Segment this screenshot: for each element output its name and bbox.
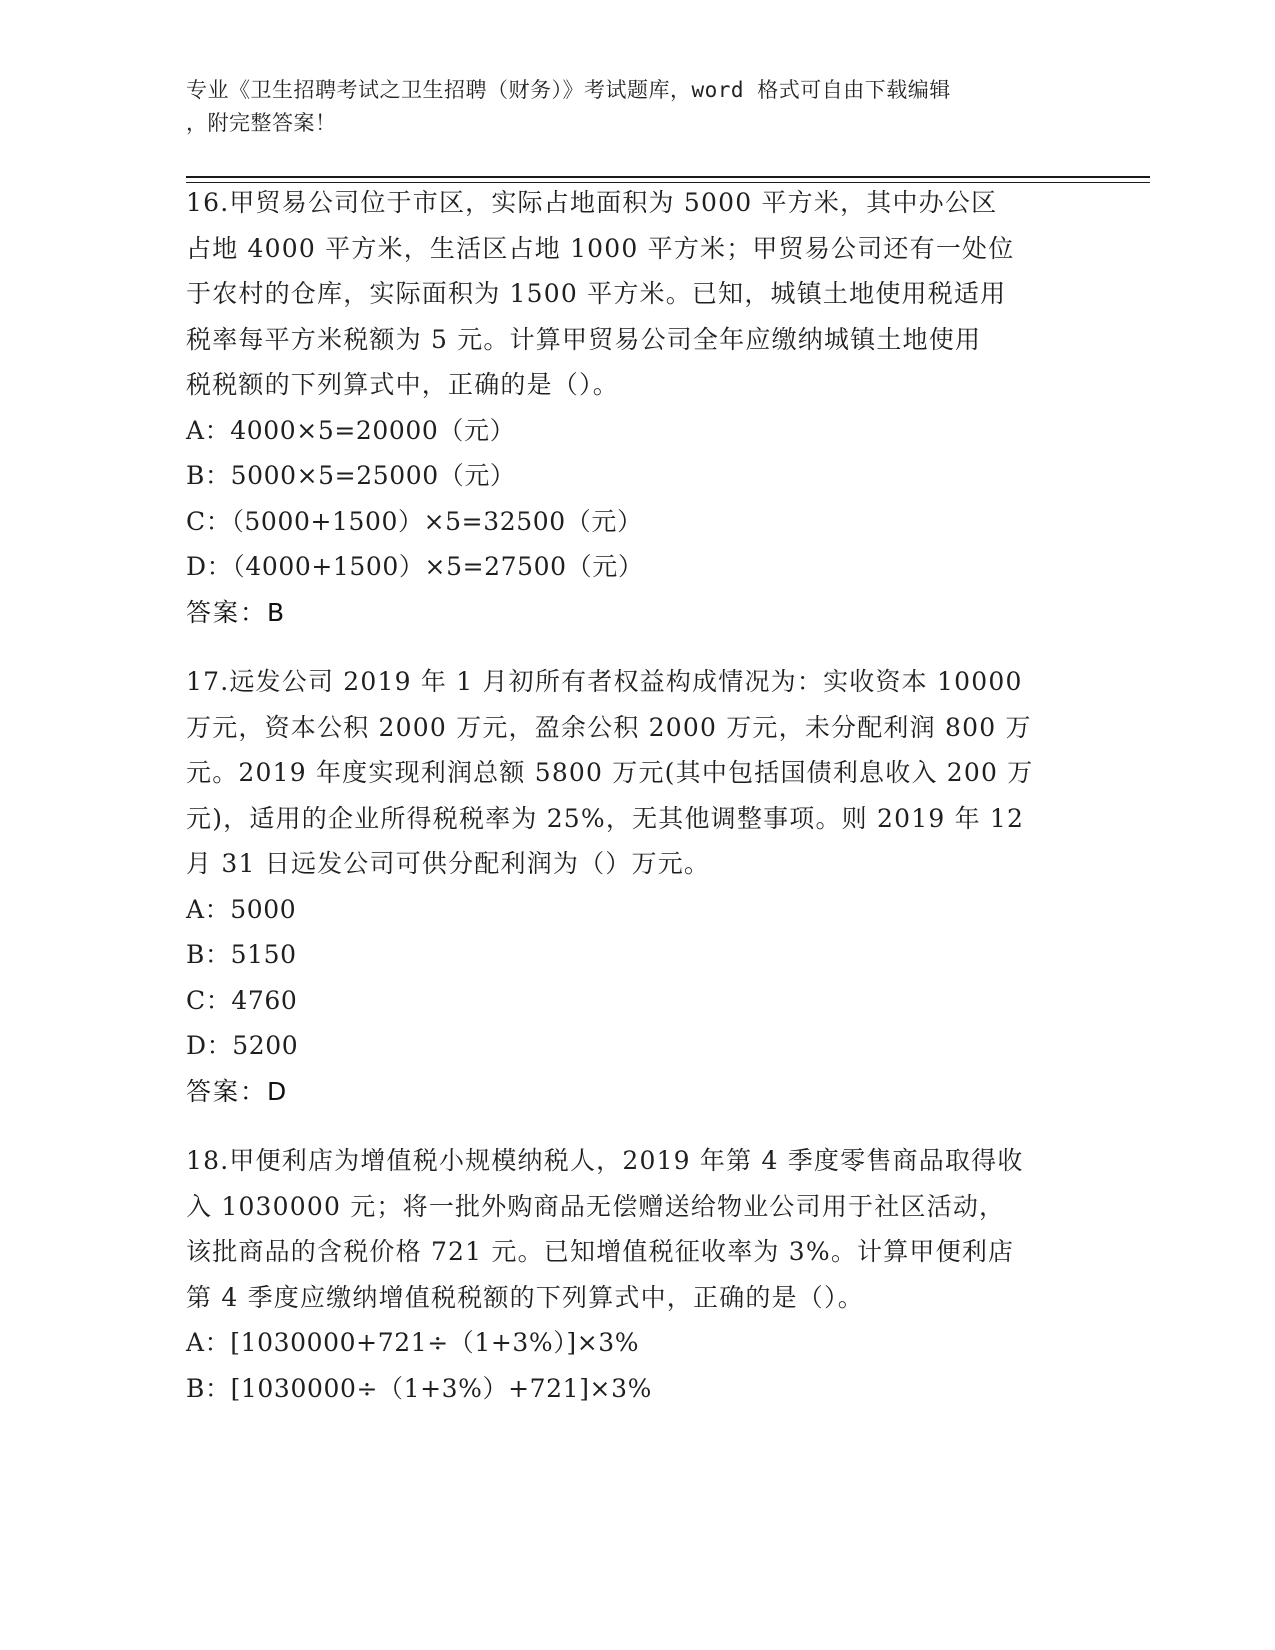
option-c: C：4760 xyxy=(186,985,298,1015)
answer-line: 答案：D xyxy=(186,1076,289,1106)
option-d: D：5200 xyxy=(186,1031,299,1060)
option-d: D：（4000+1500）×5=27500（元） xyxy=(186,552,644,581)
question-16 xyxy=(186,180,1086,635)
header-divider-thick xyxy=(186,176,1150,178)
question-stem xyxy=(186,180,1086,408)
stem-line: 16.甲贸易公司位于市区，实际占地面积为 5000 平方米，其中办公区 xyxy=(186,188,998,217)
question-17 xyxy=(186,659,1086,1114)
question-18 xyxy=(186,1138,1086,1411)
stem-line: 18.甲便利店为增值税小规模纳税人，2019 年第 4 季度零售商品取得收 xyxy=(186,1146,1024,1175)
option-a: A：5000 xyxy=(186,894,297,924)
stem-line: 该批商品的含税价格 721 元。已知增值税征收率为 3%。计算甲便利店 xyxy=(186,1237,1015,1266)
header-line-1: 专业《卫生招聘考试之卫生招聘（财务）》考试题库，word 格式可自由下载编辑 xyxy=(186,78,951,102)
stem-line: 入 1030000 元；将一批外购商品无偿赠送给物业公司用于社区活动， xyxy=(186,1191,1006,1221)
stem-line: 元。2019 年度实现利润总额 5800 万元(其中包括国债利息收入 200 万 xyxy=(186,758,1034,787)
option-b: B：[1030000÷（1+3%）+721]×3% xyxy=(186,1373,652,1403)
stem-line: 税税额的下列算式中，正确的是（）。 xyxy=(186,370,619,399)
document-header xyxy=(186,74,1086,140)
stem-line: 于农村的仓库，实际面积为 1500 平方米。已知，城镇土地使用税适用 xyxy=(186,279,1007,308)
stem-line: 元)，适用的企业所得税税率为 25%，无其他调整事项。则 2019 年 12 xyxy=(186,803,1025,833)
stem-line: 税率每平方米税额为 5 元。计算甲贸易公司全年应缴纳城镇土地使用 xyxy=(186,324,982,354)
option-a: A：4000×5=20000（元） xyxy=(186,415,516,445)
option-b: B：5150 xyxy=(186,940,297,969)
stem-line: 第 4 季度应缴纳增值税税额的下列算式中，正确的是（）。 xyxy=(186,1282,864,1312)
stem-line: 月 31 日远发公司可供分配利润为（）万元。 xyxy=(186,849,711,878)
option-b: B：5000×5=25000（元） xyxy=(186,461,516,490)
question-stem xyxy=(186,659,1086,887)
stem-line: 万元，资本公积 2000 万元，盈余公积 2000 万元，未分配利润 800 万 xyxy=(186,712,1032,742)
option-a: A：[1030000+721÷（1+3%）]×3% xyxy=(186,1328,640,1357)
question-stem xyxy=(186,1138,1086,1320)
stem-line: 占地 4000 平方米，生活区占地 1000 平方米；甲贸易公司还有一处位 xyxy=(186,233,1015,263)
header-line-2: ，附完整答案！ xyxy=(186,111,337,135)
answer-line: 答案：B xyxy=(186,597,287,627)
option-c: C：（5000+1500）×5=32500（元） xyxy=(186,506,643,536)
stem-line: 17.远发公司 2019 年 1 月初所有者权益构成情况为：实收资本 10000 xyxy=(186,667,1023,696)
